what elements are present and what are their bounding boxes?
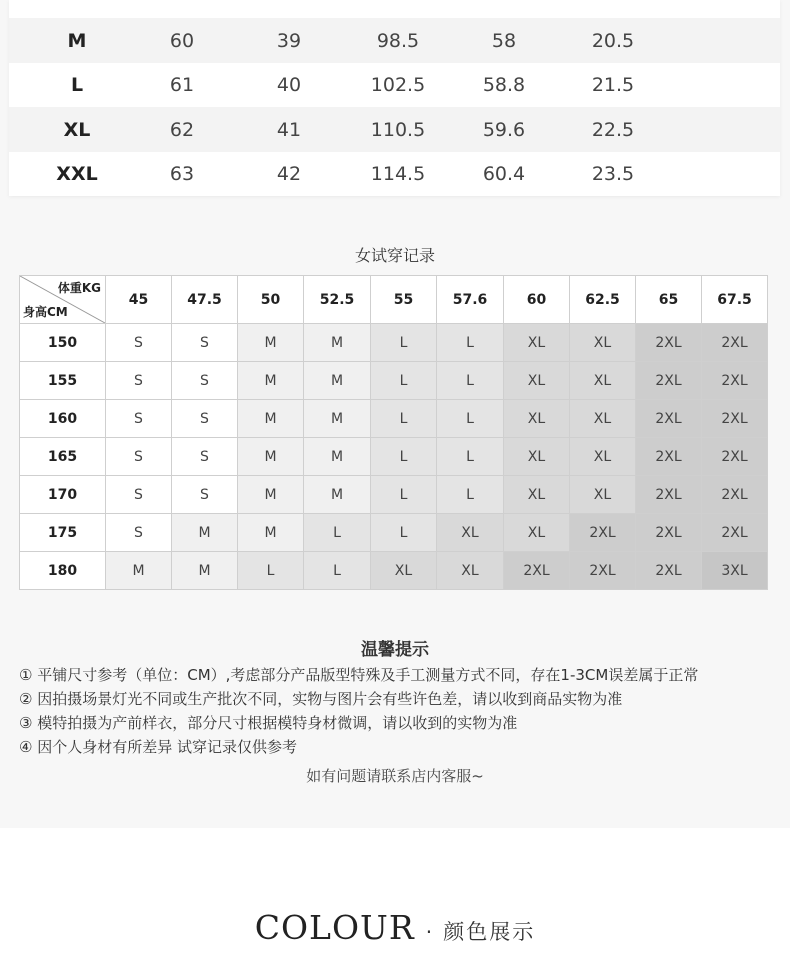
tip-item: ③ 模特拍摄为产前样衣，部分尺寸根据模特身材微调，请以收到的实物为准: [19, 714, 518, 732]
weight-header: 50: [238, 276, 304, 324]
trial-size-cell: 2XL: [636, 476, 702, 514]
trial-size-cell: 2XL: [702, 438, 768, 476]
height-header: 160: [20, 400, 106, 438]
size-table: [9, 0, 780, 196]
trial-row: [20, 400, 768, 438]
trial-size-cell: S: [172, 324, 238, 362]
trial-size-cell: 3XL: [702, 552, 768, 590]
trial-size-cell: XL: [504, 438, 570, 476]
weight-header: 67.5: [702, 276, 768, 324]
weight-header: 57.6: [437, 276, 504, 324]
trial-size-cell: S: [172, 400, 238, 438]
trial-size-cell: 2XL: [702, 476, 768, 514]
weight-header: 62.5: [570, 276, 636, 324]
trial-size-cell: L: [371, 514, 437, 552]
size-table-row: [9, 18, 780, 63]
height-header: 155: [20, 362, 106, 400]
trial-record-title: 女试穿记录: [354, 246, 435, 265]
trial-size-cell: S: [106, 514, 172, 552]
trial-size-cell: S: [106, 362, 172, 400]
trial-size-cell: 2XL: [636, 552, 702, 590]
trial-size-cell: XL: [570, 476, 636, 514]
trial-size-cell: M: [304, 476, 371, 514]
trial-size-cell: XL: [504, 476, 570, 514]
size-table-row: [9, 151, 780, 196]
trial-size-cell: XL: [570, 400, 636, 438]
trial-size-cell: M: [304, 324, 371, 362]
tips-list: [19, 663, 784, 759]
trial-size-cell: XL: [371, 552, 437, 590]
trial-size-cell: S: [106, 324, 172, 362]
size-value: 62: [169, 118, 195, 141]
trial-size-cell: 2XL: [636, 324, 702, 362]
trial-size-cell: 2XL: [504, 552, 570, 590]
size-label: XXL: [56, 162, 98, 185]
trial-size-cell: XL: [570, 362, 636, 400]
trial-size-cell: L: [437, 400, 504, 438]
height-header: 150: [20, 324, 106, 362]
trial-size-cell: S: [106, 438, 172, 476]
trial-size-cell: 2XL: [636, 438, 702, 476]
trial-size-cell: L: [437, 324, 504, 362]
trial-size-cell: M: [238, 514, 304, 552]
size-table-row: [9, 107, 780, 152]
size-label: L: [70, 73, 84, 96]
trial-size-cell: 2XL: [636, 400, 702, 438]
weight-header: 65: [636, 276, 702, 324]
trial-size-cell: L: [437, 362, 504, 400]
trial-size-cell: M: [172, 552, 238, 590]
trial-record-table: [19, 275, 768, 590]
trial-size-cell: XL: [570, 324, 636, 362]
trial-row: [20, 438, 768, 476]
trial-size-cell: M: [304, 362, 371, 400]
size-value: 40: [276, 73, 302, 96]
colour-heading-en: COLOUR: [254, 908, 415, 947]
tip-item: ① 平铺尺寸参考（单位：CM）,考虑部分产品版型特殊及手工测量方式不同，存在1-3CM误差属于正常: [19, 666, 699, 684]
trial-size-cell: M: [238, 476, 304, 514]
trial-size-cell: XL: [504, 514, 570, 552]
size-table-row: [9, 62, 780, 107]
trial-size-cell: S: [172, 362, 238, 400]
size-value: 61: [169, 73, 195, 96]
trial-size-cell: 2XL: [702, 362, 768, 400]
trial-size-cell: M: [172, 514, 238, 552]
weight-header: 55: [371, 276, 437, 324]
trial-size-cell: S: [106, 476, 172, 514]
trial-size-cell: L: [371, 476, 437, 514]
trial-size-cell: 2XL: [702, 324, 768, 362]
weight-header: 52.5: [304, 276, 371, 324]
trial-row: [20, 476, 768, 514]
size-value: 21.5: [591, 73, 635, 96]
trial-size-cell: 2XL: [636, 514, 702, 552]
size-value: 59.6: [482, 118, 526, 141]
size-value: 58.8: [482, 73, 526, 96]
trial-size-cell: L: [437, 438, 504, 476]
trial-size-cell: M: [106, 552, 172, 590]
size-value: 41: [276, 118, 302, 141]
trial-size-cell: S: [172, 438, 238, 476]
weight-header: 60: [504, 276, 570, 324]
trial-size-cell: L: [304, 552, 371, 590]
tip-item: ② 因拍摄场景灯光不同或生产批次不同，实物与图片会有些许色差，请以收到商品实物为准: [19, 690, 623, 708]
trial-size-cell: M: [238, 362, 304, 400]
trial-row: [20, 324, 768, 362]
weight-header: 47.5: [172, 276, 238, 324]
colour-heading-cn: 颜色展示: [443, 920, 536, 944]
height-header: 175: [20, 514, 106, 552]
size-value: 114.5: [370, 162, 426, 185]
tips-title: 温馨提示: [361, 640, 429, 660]
height-header: 180: [20, 552, 106, 590]
colour-heading: [0, 908, 790, 947]
size-value: 58: [491, 29, 517, 52]
trial-size-cell: M: [238, 324, 304, 362]
size-value: 23.5: [591, 162, 635, 185]
size-value: 39: [276, 29, 302, 52]
trial-size-cell: S: [172, 476, 238, 514]
trial-size-cell: L: [437, 476, 504, 514]
height-axis-label: 身高CM: [23, 305, 68, 319]
size-value: 98.5: [376, 29, 420, 52]
weight-header: 45: [106, 276, 172, 324]
trial-row: [20, 362, 768, 400]
trial-size-cell: 2XL: [702, 514, 768, 552]
size-value: 60: [169, 29, 195, 52]
size-value: 42: [276, 162, 302, 185]
size-value: 110.5: [370, 118, 426, 141]
trial-size-cell: L: [371, 362, 437, 400]
colour-section: [0, 828, 790, 975]
trial-size-cell: XL: [437, 552, 504, 590]
trial-size-cell: M: [238, 400, 304, 438]
size-label: M: [67, 29, 87, 52]
height-header: 170: [20, 476, 106, 514]
trial-size-cell: M: [238, 438, 304, 476]
size-value: 102.5: [370, 73, 426, 96]
trial-table-corner: [20, 276, 106, 324]
trial-size-cell: S: [106, 400, 172, 438]
trial-size-cell: L: [304, 514, 371, 552]
trial-size-cell: XL: [504, 324, 570, 362]
colour-heading-separator: ·: [425, 920, 433, 944]
trial-size-cell: XL: [570, 438, 636, 476]
trial-size-cell: XL: [504, 362, 570, 400]
size-value: 22.5: [591, 118, 635, 141]
trial-row: [20, 552, 768, 590]
trial-size-cell: 2XL: [570, 552, 636, 590]
weight-axis-label: 体重KG: [57, 281, 101, 295]
size-label: XL: [63, 118, 91, 141]
tip-item: ④ 因个人身材有所差异 试穿记录仅供参考: [19, 738, 297, 756]
trial-row: [20, 514, 768, 552]
trial-size-cell: M: [304, 438, 371, 476]
height-header: 165: [20, 438, 106, 476]
trial-size-cell: XL: [504, 400, 570, 438]
trial-size-cell: L: [238, 552, 304, 590]
trial-size-cell: L: [371, 400, 437, 438]
trial-size-cell: 2XL: [702, 400, 768, 438]
trial-size-cell: 2XL: [570, 514, 636, 552]
trial-size-cell: M: [304, 400, 371, 438]
trial-size-cell: 2XL: [636, 362, 702, 400]
trial-size-cell: L: [371, 438, 437, 476]
trial-size-cell: L: [371, 324, 437, 362]
size-value: 20.5: [591, 29, 635, 52]
size-value: 60.4: [482, 162, 526, 185]
contact-service-note: 如有问题请联系店内客服~: [306, 767, 484, 785]
size-value: 63: [169, 162, 195, 185]
trial-size-cell: XL: [437, 514, 504, 552]
